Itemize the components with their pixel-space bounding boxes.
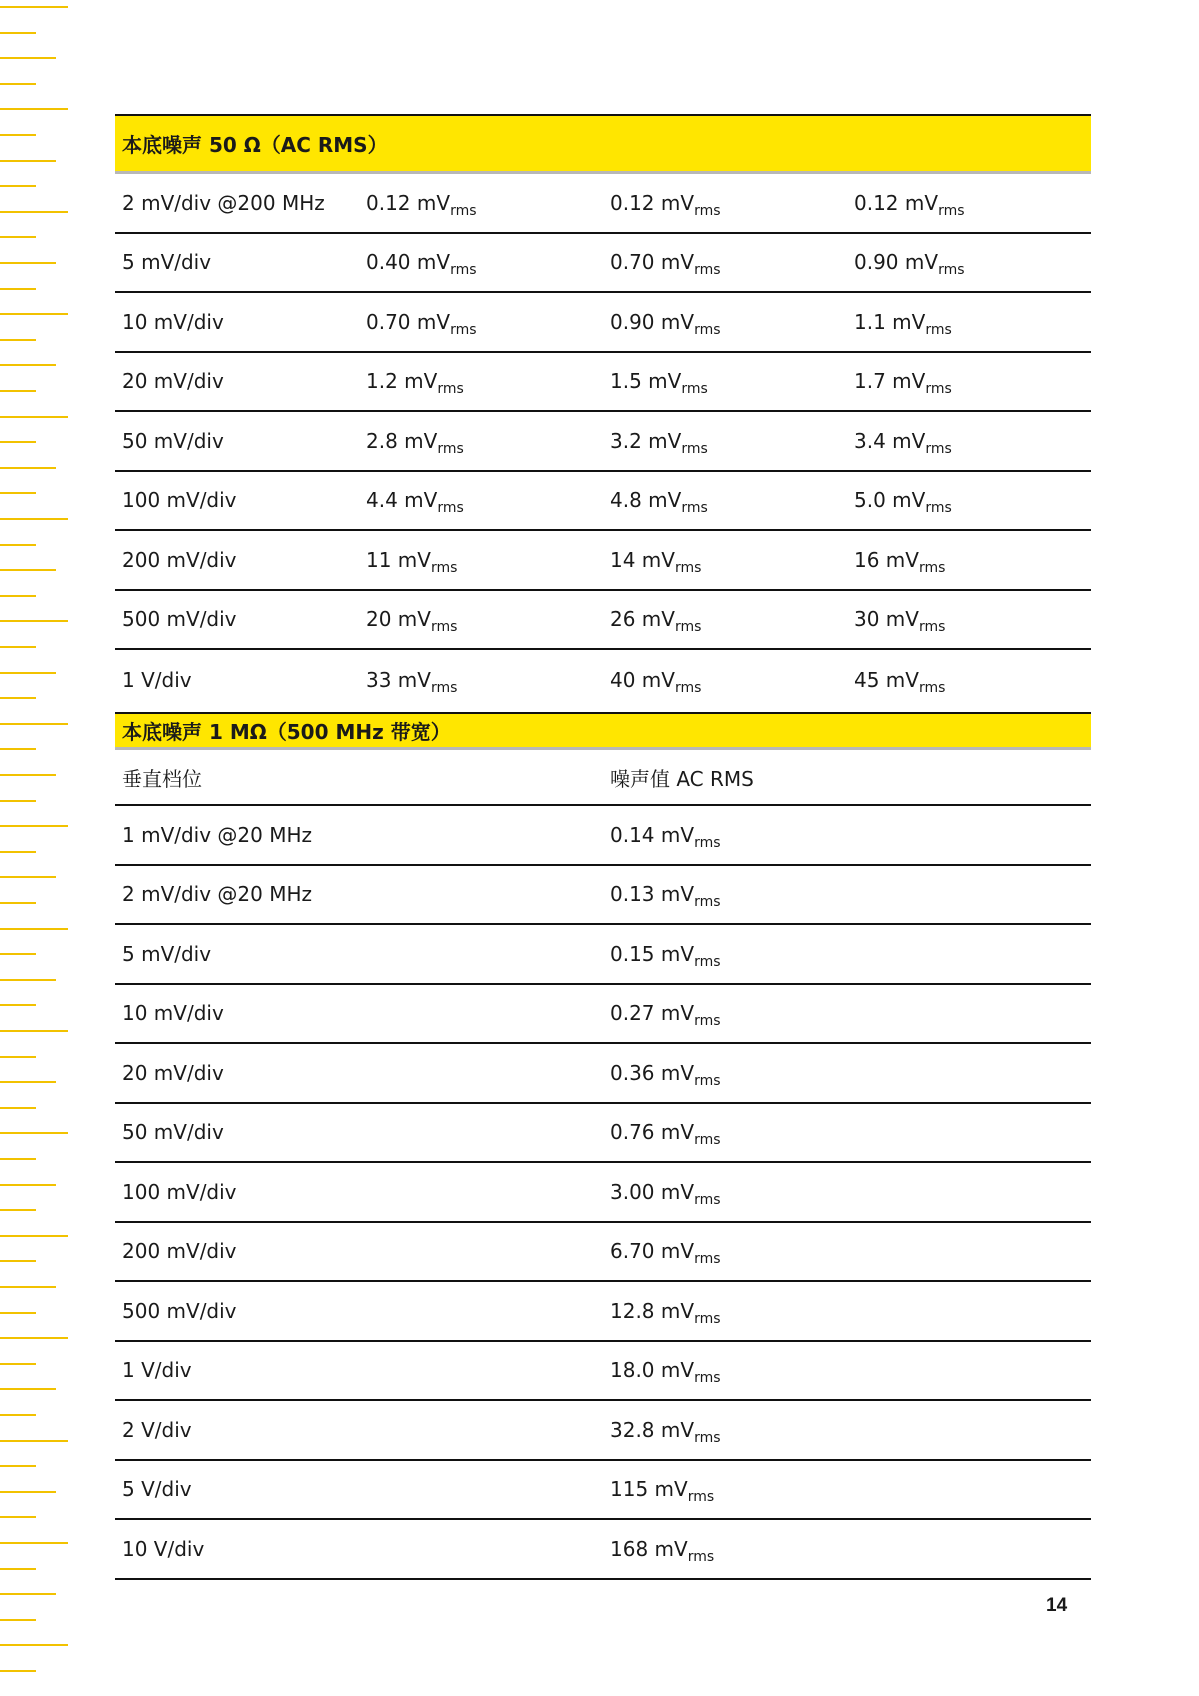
edge-line (0, 1568, 36, 1570)
table-row (115, 1104, 1091, 1164)
scale-cell: 1 V/div (122, 667, 192, 692)
value-cell: 0.27 $mV_{rms}$ (610, 1001, 721, 1030)
table-row (115, 1401, 1091, 1461)
scale-cell: 20 mV/div (122, 369, 224, 394)
value-cell: 0.90 $mV_{rms}$ (610, 309, 721, 338)
value-cell: 12.8 $mV_{rms}$ (610, 1298, 721, 1327)
value-cell: 0.76 $mV_{rms}$ (610, 1120, 721, 1149)
edge-line (0, 697, 36, 699)
table-title: 本底噪声 50 Ω（AC RMS） (115, 114, 1091, 174)
table-row (115, 866, 1091, 926)
edge-line (0, 1056, 36, 1058)
scale-cell: 10 mV/div (122, 1001, 224, 1026)
table-header-row (115, 750, 1091, 806)
page-number: 14 (1046, 1595, 1068, 1616)
value-cell: 3.2 $mV_{rms}$ (610, 428, 708, 457)
value-cell: 5.0 $mV_{rms}$ (854, 488, 952, 517)
value-cell: 30 $mV_{rms}$ (854, 607, 946, 636)
edge-line (0, 1619, 36, 1621)
scale-cell: 5 mV/div (122, 250, 212, 275)
table-row (115, 806, 1091, 866)
table-row (115, 1163, 1091, 1223)
value-cell: 1.5 $mV_{rms}$ (610, 369, 708, 398)
table-row (115, 985, 1091, 1045)
scale-cell: 200 mV/div (122, 547, 237, 572)
edge-line (0, 1516, 36, 1518)
scale-cell: 20 mV/div (122, 1060, 224, 1085)
edge-line (0, 339, 36, 341)
edge-line (0, 313, 68, 315)
value-cell: 0.12 $mV_{rms}$ (366, 190, 477, 219)
value-cell: 0.12 $mV_{rms}$ (854, 190, 965, 219)
edge-line (0, 876, 56, 878)
edge-line (0, 364, 56, 366)
value-cell: 0.13 $mV_{rms}$ (610, 882, 721, 911)
scale-cell: 5 V/div (122, 1477, 192, 1502)
scale-cell: 10 mV/div (122, 309, 224, 334)
value-cell: 4.8 $mV_{rms}$ (610, 488, 708, 517)
table-row (115, 531, 1091, 591)
edge-line (0, 1004, 36, 1006)
edge-line (0, 1593, 56, 1595)
value-cell: 18.0 $mV_{rms}$ (610, 1358, 721, 1387)
edge-line (0, 595, 36, 597)
table-row (115, 591, 1091, 651)
scale-cell: 5 mV/div (122, 941, 212, 966)
edge-line (0, 1132, 68, 1134)
edge-line (0, 288, 36, 290)
edge-line (0, 6, 68, 8)
scale-cell: 500 mV/div (122, 607, 237, 632)
value-cell: 0.70 $mV_{rms}$ (366, 309, 477, 338)
edge-line (0, 1465, 36, 1467)
value-cell: 33 $mV_{rms}$ (366, 667, 458, 696)
edge-line (0, 672, 56, 674)
edge-line (0, 467, 56, 469)
value-cell: 0.90 $mV_{rms}$ (854, 250, 965, 279)
table-row (115, 412, 1091, 472)
edge-line (0, 1158, 36, 1160)
edge-line (0, 262, 56, 264)
value-cell: 3.00 $mV_{rms}$ (610, 1179, 721, 1208)
noise-table-50-ohm (115, 114, 1091, 710)
column-header: 垂直档位 (122, 766, 202, 791)
scale-cell: 2 mV/div @20 MHz (122, 882, 313, 907)
edge-line (0, 646, 36, 648)
value-cell: 115 $mV_{rms}$ (610, 1477, 715, 1506)
scale-cell: 500 mV/div (122, 1298, 237, 1323)
table-row (115, 472, 1091, 532)
value-cell: 26 $mV_{rms}$ (610, 607, 702, 636)
edge-line (0, 83, 36, 85)
noise-table-1-megohm (115, 712, 1091, 1580)
edge-line (0, 1363, 36, 1365)
edge-line (0, 825, 68, 827)
edge-line (0, 1337, 68, 1339)
edge-line (0, 1388, 56, 1390)
value-cell: 14 $mV_{rms}$ (610, 547, 702, 576)
edge-line (0, 851, 36, 853)
value-cell: 0.15 $mV_{rms}$ (610, 941, 721, 970)
edge-line (0, 390, 36, 392)
edge-line (0, 1081, 56, 1083)
table-row (115, 650, 1091, 710)
value-cell: 0.36 $mV_{rms}$ (610, 1060, 721, 1089)
edge-line (0, 1440, 68, 1442)
edge-line (0, 774, 56, 776)
value-cell: 11 $mV_{rms}$ (366, 547, 458, 576)
value-cell: 0.12 $mV_{rms}$ (610, 190, 721, 219)
value-cell: 1.7 $mV_{rms}$ (854, 369, 952, 398)
edge-line (0, 134, 36, 136)
edge-line (0, 748, 36, 750)
value-cell: 16 $mV_{rms}$ (854, 547, 946, 576)
edge-line (0, 1030, 68, 1032)
edge-line (0, 32, 36, 34)
value-cell: 0.70 $mV_{rms}$ (610, 250, 721, 279)
edge-line (0, 492, 36, 494)
table-row (115, 293, 1091, 353)
table-row (115, 1520, 1091, 1580)
table-row (115, 1342, 1091, 1402)
edge-line (0, 185, 36, 187)
column-header: 噪声值 AC RMS (610, 766, 754, 791)
edge-line (0, 1286, 56, 1288)
value-cell: 45 $mV_{rms}$ (854, 667, 946, 696)
edge-line (0, 236, 36, 238)
edge-line (0, 441, 36, 443)
scale-cell: 10 V/div (122, 1536, 205, 1561)
value-cell: 2.8 $mV_{rms}$ (366, 428, 464, 457)
edge-line (0, 1491, 56, 1493)
edge-line (0, 1644, 68, 1646)
value-cell: 0.40 $mV_{rms}$ (366, 250, 477, 279)
edge-line (0, 108, 68, 110)
edge-line (0, 1414, 36, 1416)
table-row (115, 174, 1091, 234)
edge-line (0, 953, 36, 955)
edge-line (0, 569, 56, 571)
table-row (115, 234, 1091, 294)
edge-line (0, 1670, 36, 1672)
value-cell: 32.8 $mV_{rms}$ (610, 1417, 721, 1446)
edge-line (0, 1209, 36, 1211)
edge-line (0, 416, 68, 418)
edge-line (0, 518, 68, 520)
value-cell: 1.2 $mV_{rms}$ (366, 369, 464, 398)
scale-cell: 2 V/div (122, 1417, 192, 1442)
scale-cell: 50 mV/div (122, 428, 224, 453)
edge-decoration (0, 0, 80, 1696)
table-row (115, 1044, 1091, 1104)
edge-line (0, 800, 36, 802)
edge-line (0, 902, 36, 904)
edge-line (0, 1184, 56, 1186)
value-cell: 168 $mV_{rms}$ (610, 1536, 715, 1565)
table-title: 本底噪声 1 MΩ（500 MHz 带宽） (115, 712, 1091, 750)
edge-line (0, 1542, 68, 1544)
edge-line (0, 620, 68, 622)
edge-line (0, 57, 56, 59)
edge-line (0, 1312, 36, 1314)
edge-line (0, 160, 56, 162)
scale-cell: 100 mV/div (122, 1179, 237, 1204)
edge-line (0, 211, 68, 213)
edge-line (0, 928, 68, 930)
scale-cell: 50 mV/div (122, 1120, 224, 1145)
value-cell: 1.1 $mV_{rms}$ (854, 309, 952, 338)
scale-cell: 200 mV/div (122, 1239, 237, 1264)
table-row (115, 1282, 1091, 1342)
value-cell: 0.14 $mV_{rms}$ (610, 822, 721, 851)
value-cell: 40 $mV_{rms}$ (610, 667, 702, 696)
scale-cell: 100 mV/div (122, 488, 237, 513)
table-row (115, 1461, 1091, 1521)
table-row (115, 925, 1091, 985)
value-cell: 6.70 $mV_{rms}$ (610, 1239, 721, 1268)
edge-line (0, 1235, 68, 1237)
scale-cell: 1 mV/div @20 MHz (122, 822, 313, 847)
edge-line (0, 1107, 36, 1109)
table-row (115, 353, 1091, 413)
value-cell: 4.4 $mV_{rms}$ (366, 488, 464, 517)
value-cell: 3.4 $mV_{rms}$ (854, 428, 952, 457)
edge-line (0, 723, 68, 725)
scale-cell: 1 V/div (122, 1358, 192, 1383)
edge-line (0, 544, 36, 546)
edge-line (0, 1260, 36, 1262)
table-row (115, 1223, 1091, 1283)
scale-cell: 2 mV/div @200 MHz (122, 190, 325, 215)
edge-line (0, 979, 56, 981)
value-cell: 20 $mV_{rms}$ (366, 607, 458, 636)
